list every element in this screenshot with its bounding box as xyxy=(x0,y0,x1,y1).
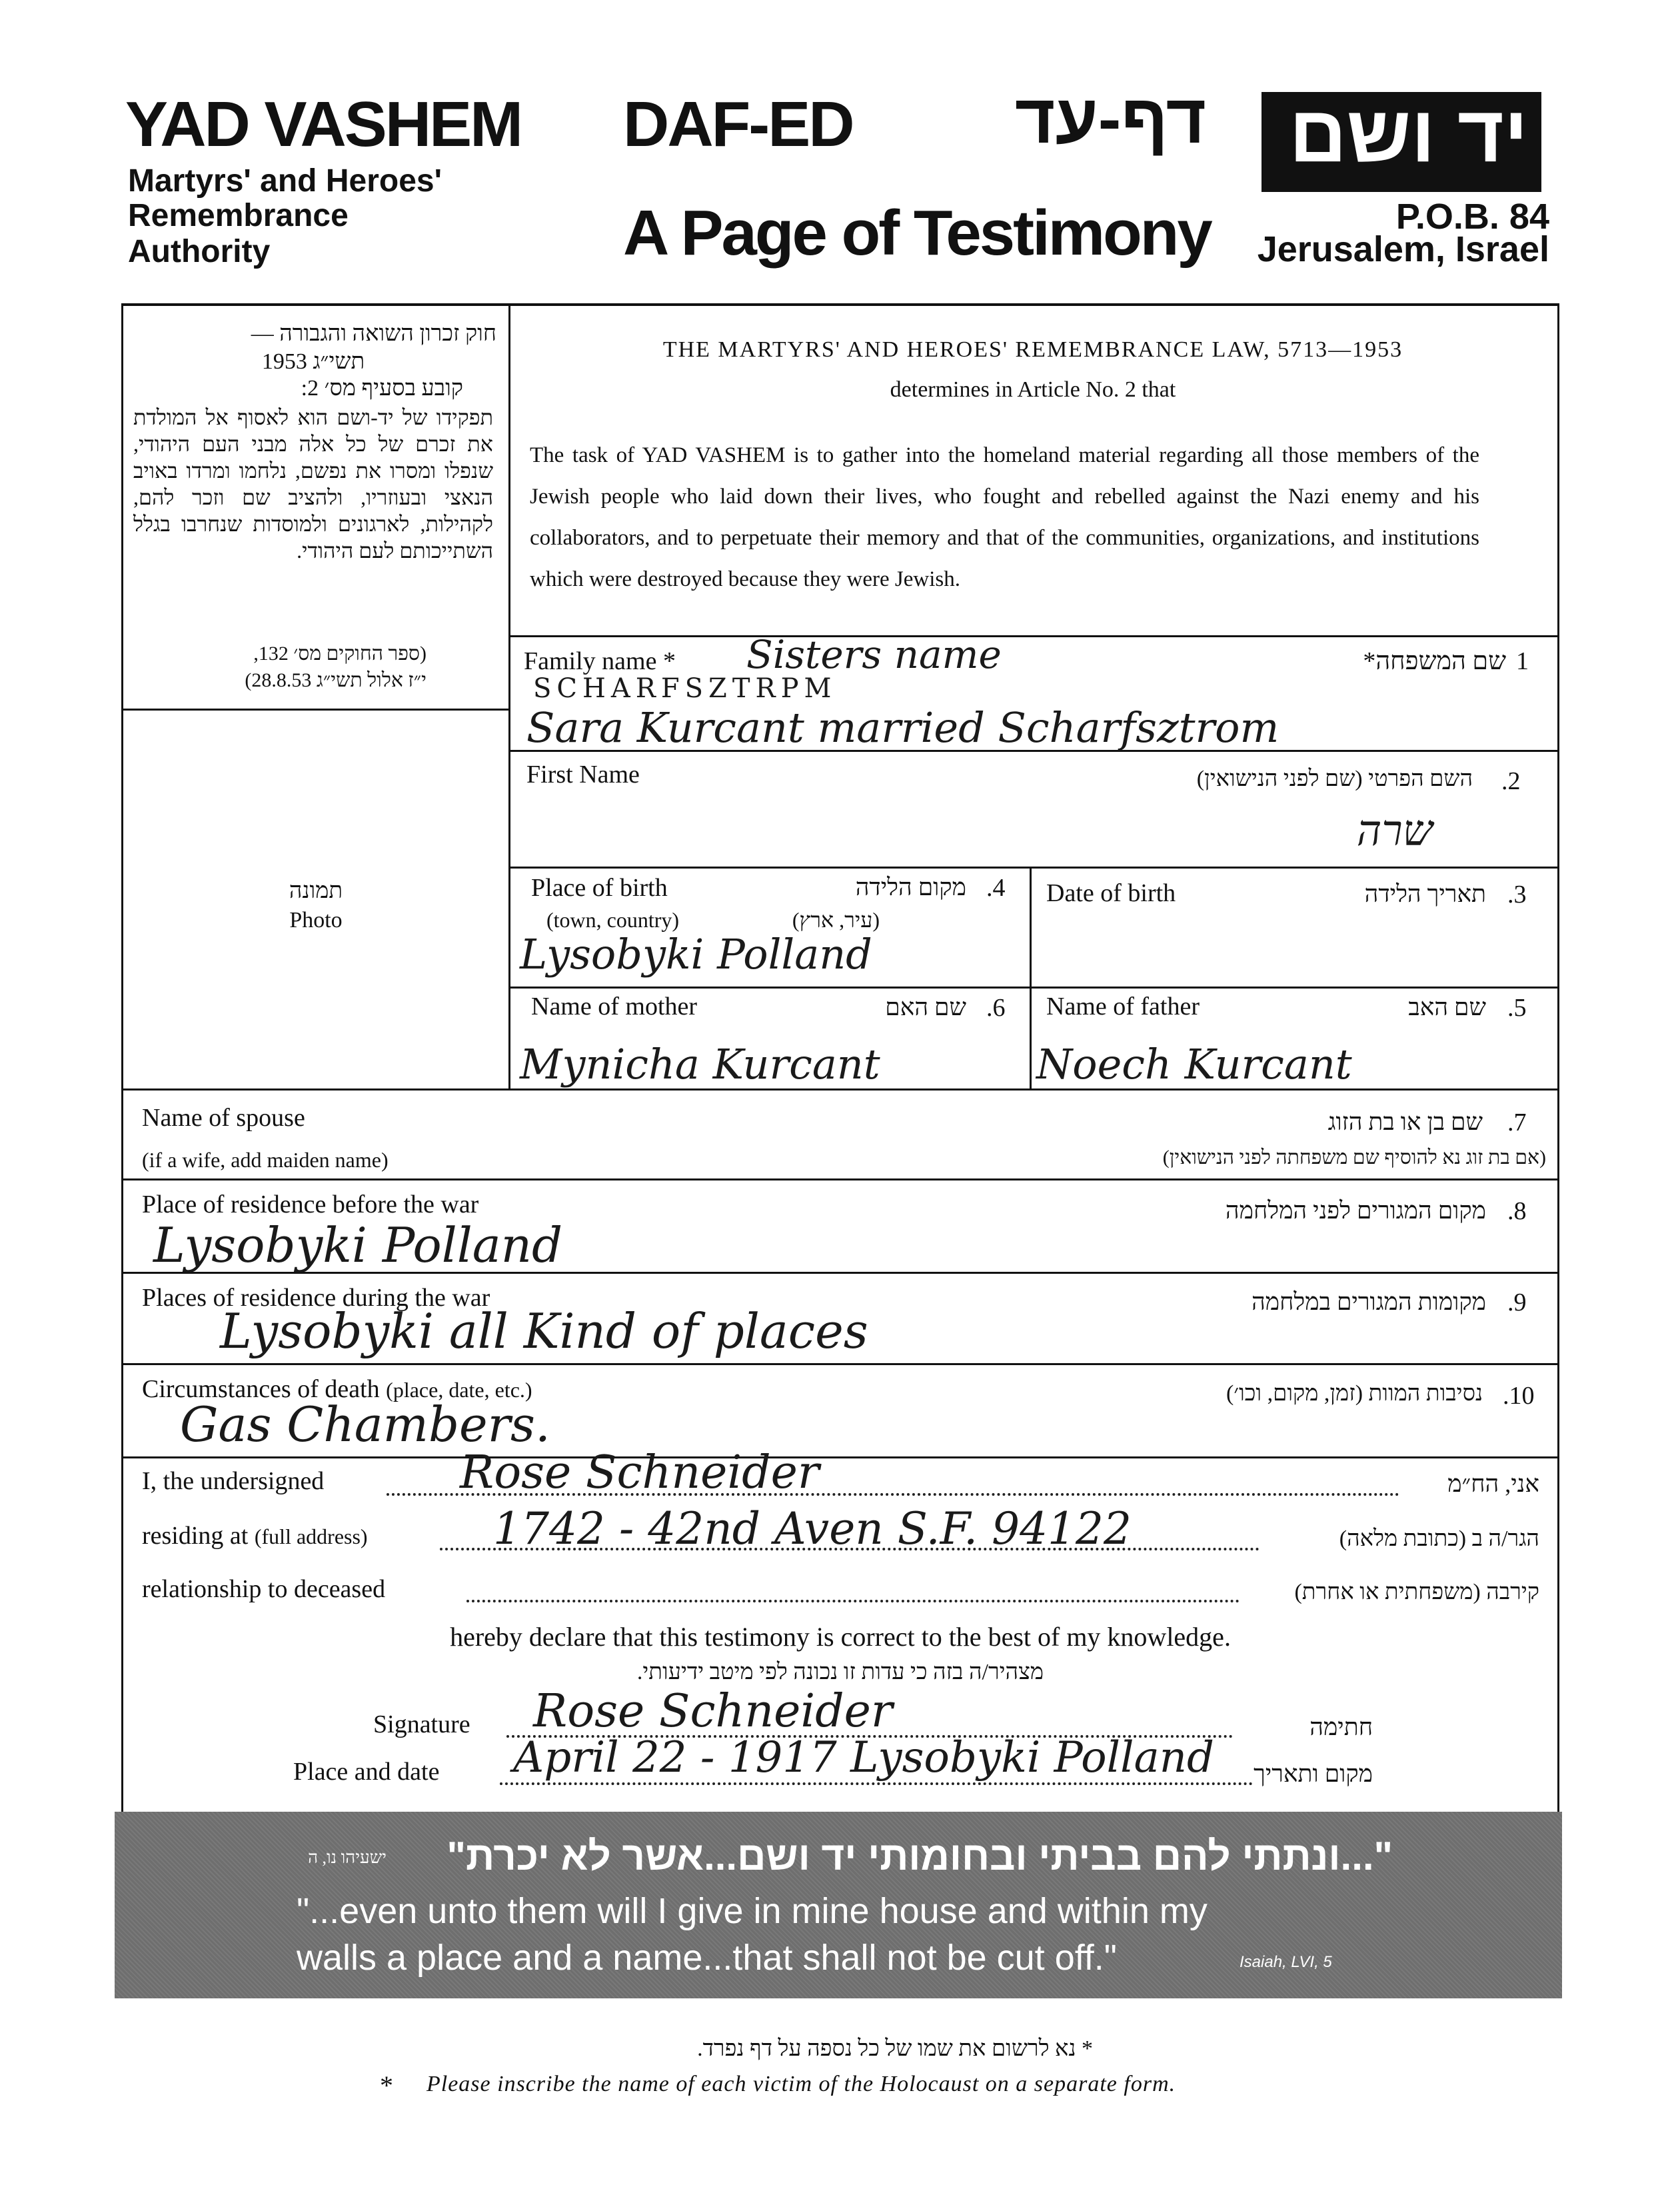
spouse-hebrew-sub: (אם בת זוג נא להוסיף שם משפחתה לפני הנישואין) xyxy=(1162,1146,1546,1168)
declaration-hebrew: מצהיר/ה בזה כי עדות זו נכונה לפי מיטב ידיעותי. xyxy=(636,1660,1044,1684)
address-label xyxy=(142,1521,368,1550)
place-date-hebrew: מקום ותאריך xyxy=(1254,1760,1373,1787)
address-hebrew: הגר/ה ב (כתובת מלאה) xyxy=(1339,1526,1539,1551)
hebrew-law-ref-1: (ספר החוקים מס׳ 132, xyxy=(253,643,426,665)
death-circumstances-value: Gas Chambers. xyxy=(180,1396,550,1452)
family-name-number: 1 xyxy=(1516,647,1529,675)
undersigned-hebrew: אני, הח״מ xyxy=(1447,1470,1539,1497)
date-of-birth-hebrew: תאריך הלידה xyxy=(1364,881,1486,907)
daf-ed-hebrew: דף-עד xyxy=(1014,81,1206,158)
residence-during-number: .9 xyxy=(1507,1288,1527,1316)
undersigned-value: Rose Schneider xyxy=(460,1446,820,1499)
relationship-hebrew: קירבה (משפחתית או אחרת) xyxy=(1294,1580,1539,1604)
family-name-label: Family name * xyxy=(524,647,676,675)
footer-hebrew-note: * נא לרשום את שמו של כל נספה על דף נפרד. xyxy=(697,2036,1093,2061)
footer-note: Please inscribe the name of each victim of the Holocaust on a separate form. xyxy=(426,2072,1176,2096)
city: Jerusalem, Israel xyxy=(1257,229,1549,269)
law-subtitle: determines in Article No. 2 that xyxy=(890,377,1176,402)
hebrew-law-ref-2: י״ז אלול תשי״ג 28.8.53) xyxy=(245,669,426,691)
place-of-birth-hebrew: מקום הלידה xyxy=(855,874,966,901)
family-name-value-1: Sisters name xyxy=(746,632,1002,677)
org-subtitle-2: Remembrance xyxy=(128,198,349,233)
hebrew-law-line-2: תשי״ג 1953 xyxy=(261,349,365,374)
mother-name-hebrew: שם האם xyxy=(885,994,966,1021)
law-title: THE MARTYRS' AND HEROES' REMEMBRANCE LAW, 5713—1953 xyxy=(662,337,1403,362)
place-of-birth-sub: (town, country) xyxy=(546,908,680,932)
death-circumstances-hebrew: נסיבות המוות (זמן, מקום, וכו׳) xyxy=(1226,1381,1483,1406)
signature-hebrew: חתימה xyxy=(1309,1714,1373,1740)
footer-star: * xyxy=(380,2070,393,2100)
hebrew-law-line-3: קובע בסעיף מס׳ 2: xyxy=(301,376,463,401)
photo-label: Photo xyxy=(289,908,343,933)
first-name-value: שרה xyxy=(1356,807,1433,856)
residence-before-value: Lysobyki Polland xyxy=(153,1217,563,1273)
org-title: YAD VASHEM xyxy=(125,89,522,160)
address-label-text: residing at xyxy=(142,1522,249,1550)
residence-during-label: Places of residence during the war xyxy=(142,1284,490,1312)
family-name-value-caps: SCHARFSZTRPM xyxy=(533,673,837,704)
spouse-number: .7 xyxy=(1507,1108,1527,1136)
banner-line-1: "...even unto them will I give in mine house and within my xyxy=(297,1891,1208,1931)
father-name-hebrew: שם האב xyxy=(1408,994,1486,1021)
undersigned-label: I, the undersigned xyxy=(142,1467,325,1495)
first-name-number: .2 xyxy=(1501,767,1521,795)
first-name-label-text: First Name xyxy=(526,761,640,789)
hebrew-law-line-1: חוק זכרון השואה והגבורה — xyxy=(251,321,496,346)
place-of-birth-label: Place of birth xyxy=(531,874,668,902)
residence-before-number: .8 xyxy=(1507,1197,1527,1225)
org-subtitle-1: Martyrs' and Heroes' xyxy=(128,163,442,199)
photo-hebrew: תמונה xyxy=(289,879,343,903)
spouse-label: Name of spouse xyxy=(142,1104,305,1132)
banner-ref: Isaiah, LVI, 5 xyxy=(1240,1953,1332,1971)
death-circumstances-label-text: Circumstances of death xyxy=(142,1375,380,1403)
place-of-birth-hebrew-sub: (עיר, ארץ) xyxy=(792,908,880,932)
residence-during-value: Lysobyki all Kind of places xyxy=(220,1303,868,1359)
residence-before-hebrew: מקום המגורים לפני המלחמה xyxy=(1225,1197,1486,1224)
signature-value: Rose Schneider xyxy=(533,1685,893,1738)
pob: P.O.B. 84 xyxy=(1395,197,1549,237)
mother-name-value: Mynicha Kurcant xyxy=(520,1040,880,1089)
address-value: 1742 - 42nd Aven S.F. 94122 xyxy=(493,1503,1132,1554)
place-date-label: Place and date xyxy=(293,1758,440,1786)
address-sub: (full address) xyxy=(254,1524,368,1548)
daf-ed-title: DAF-ED xyxy=(623,89,853,160)
signature-label: Signature xyxy=(373,1710,470,1738)
banner-hebrew-ref: ישעיהו נו, ה xyxy=(308,1848,387,1867)
relationship-label: relationship to deceased xyxy=(142,1575,386,1603)
hebrew-law-body: תפקידו של יד-ושם הוא לאסוף אל המולדת את זכרם של כל אלה מבני העם היהודי, שנפלו ומסרו את נפשם, נלחמו ומרדו באויב הנאצי ובעוזריו, ולהציב שם וזכר להם, לקהילות, לארגונים ולמוסדות שנחרבו בגלל השתייכותם לעם היהודי. xyxy=(133,405,493,563)
father-name-label: Name of father xyxy=(1046,993,1200,1021)
spouse-sub: (if a wife, add maiden name) xyxy=(142,1148,389,1172)
first-name-hebrew: השם הפרטי (שם לפני הנישואין) xyxy=(1196,767,1473,791)
org-subtitle-3: Authority xyxy=(128,234,271,269)
place-of-birth-value: Lysobyki Polland xyxy=(520,930,872,979)
father-name-number: .5 xyxy=(1507,994,1527,1022)
law-body: The task of YAD VASHEM is to gather into the homeland material regarding all those members of the Jewish people who laid down their lives, who fought and rebelled against the Nazi enemy and his collaborators, and to perpetuate their memory and that of the communities, organizations, and institutions which were destroyed because they were Jewish. xyxy=(530,443,1479,591)
first-name-label xyxy=(526,760,640,789)
banner-hebrew-quote: "...ונתתי להם בביתי ובחומותי יד ושם...אשר לא יכרת" xyxy=(446,1834,1393,1878)
place-of-birth-number: .4 xyxy=(986,874,1006,902)
logo-hebrew: יד ושם xyxy=(1289,89,1528,179)
death-circumstances-sub: (place, date, etc.) xyxy=(386,1378,532,1402)
father-name-value: Noech Kurcant xyxy=(1036,1040,1352,1089)
date-of-birth-number: .3 xyxy=(1507,881,1527,909)
banner-line-2: walls a place and a name...that shall not be cut off." xyxy=(297,1938,1117,1978)
page-title: A Page of Testimony xyxy=(623,197,1211,269)
residence-before-label: Place of residence before the war xyxy=(142,1190,479,1218)
date-of-birth-label: Date of birth xyxy=(1046,879,1176,907)
mother-name-label: Name of mother xyxy=(531,993,698,1021)
family-name-hebrew: שם המשפחה* xyxy=(1363,647,1506,675)
mother-name-number: .6 xyxy=(986,994,1006,1022)
family-name-value-2: Sara Kurcant married Scharfsztrom xyxy=(526,703,1279,752)
spouse-hebrew: שם בן או בת הזוג xyxy=(1327,1108,1483,1135)
place-date-value: April 22 - 1917 Lysobyki Polland xyxy=(513,1733,1214,1782)
declaration: hereby declare that this testimony is correct to the best of my knowledge. xyxy=(450,1622,1231,1652)
residence-during-hebrew: מקומות המגורים במלחמה xyxy=(1252,1288,1486,1315)
death-circumstances-number: .10 xyxy=(1503,1382,1535,1410)
